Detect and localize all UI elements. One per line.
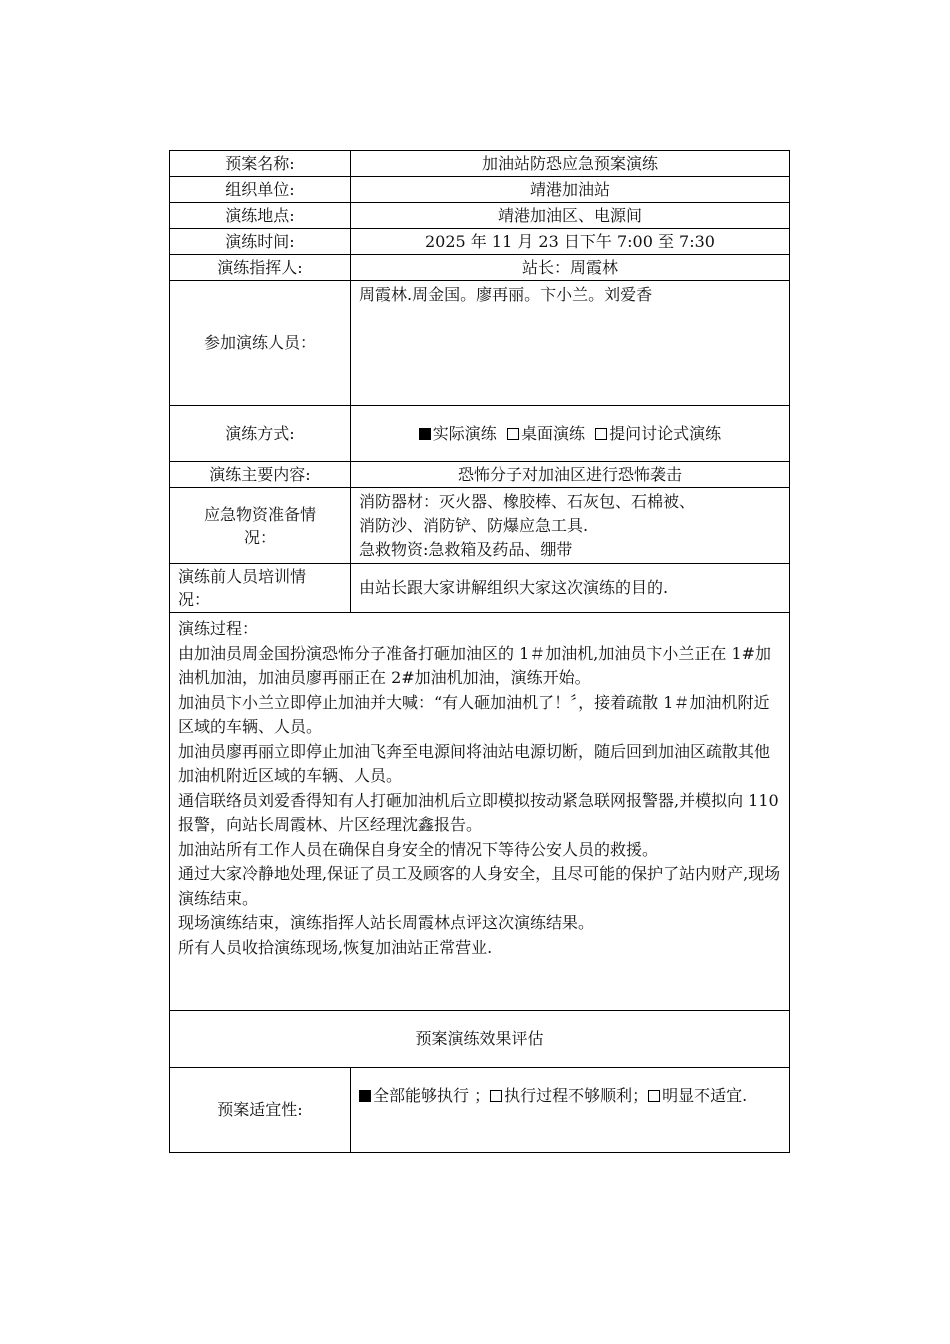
materials-label: 应急物资准备情 况： (170, 488, 351, 564)
checkbox-checked-icon (419, 428, 431, 440)
row-process (170, 613, 790, 1011)
time-label: 演练时间: (170, 229, 351, 255)
suitability-option-unsuitable: 明显不适宜. (648, 1086, 747, 1105)
row-training (170, 564, 790, 613)
plan-name-label: 预案名称: (170, 151, 351, 177)
process-paragraph: 由加油员周金国扮演恐怖分子准备打砸加油区的 1＃加油机,加油员卞小兰正在 1#加油机加油，加油员廖再丽正在 2#加油机加油，演练开始。 (178, 643, 772, 687)
checkbox-empty-icon (490, 1090, 502, 1102)
suitability-option-all: 全部能够执行 ； (359, 1086, 490, 1105)
time-value: 2025 年 11 月 23 日下午 7:00 至 7:30 (351, 229, 790, 255)
method-options (351, 406, 790, 462)
commander-label: 演练指挥人: (170, 255, 351, 281)
suitability-label: 预案适宜性: (170, 1068, 351, 1153)
commander-value: 站长：周霞林 (351, 255, 790, 281)
participants-label: 参加演练人员： (170, 281, 351, 406)
checkbox-empty-icon (507, 428, 519, 440)
training-label: 演练前人员培训情 况： (170, 564, 351, 613)
process-paragraph: 加油员廖再丽立即停止加油飞奔至电源间将油站电源切断，随后回到加油区疏散其他加油机附近区域的车辆、人员。 (178, 741, 771, 785)
row-suitability (170, 1068, 790, 1153)
method-option-desktop: 桌面演练 (507, 424, 585, 443)
org-unit-label: 组织单位: (170, 177, 351, 203)
process-title: 演练过程： (178, 619, 259, 638)
row-location (170, 203, 790, 229)
suitability-options (351, 1068, 790, 1153)
method-option-actual: 实际演练 (419, 424, 497, 443)
checkbox-empty-icon (648, 1090, 660, 1102)
evaluation-header: 预案演练效果评估 (170, 1011, 790, 1068)
row-org-unit (170, 177, 790, 203)
row-time (170, 229, 790, 255)
materials-value: 消防器材：灭火器、橡胶棒、石灰包、石棉被、 消防沙、消防铲、防爆应急工具. 急救物资:急救箱及药品、绷带 (351, 488, 790, 564)
method-label: 演练方式: (170, 406, 351, 462)
row-commander (170, 255, 790, 281)
suitability-option-not-smooth: 执行过程不够顺利； (490, 1086, 648, 1105)
process-paragraph: 加油员卞小兰立即停止加油并大喊：“有人砸加油机了！〞，接着疏散 1＃加油机附近区域的车辆、人员。 (178, 692, 770, 736)
row-participants (170, 281, 790, 406)
process-paragraph: 加油站所有工作人员在确保自身安全的情况下等待公安人员的救援。 (178, 839, 659, 859)
process-paragraph: 通过大家冷静地处理,保证了员工及顾客的人身安全，且尽可能的保护了站内财产,现场演练结束。 (178, 864, 781, 908)
location-label: 演练地点: (170, 203, 351, 229)
location-value: 靖港加油区、电源间 (351, 203, 790, 229)
main-content-value: 恐怖分子对加油区进行恐怖袭击 (351, 462, 790, 488)
row-main-content (170, 462, 790, 488)
main-content-label: 演练主要内容: (170, 462, 351, 488)
checkbox-checked-icon (359, 1090, 371, 1102)
participants-value: 周霞林.周金国。廖再丽。卞小兰。刘爱香 (351, 281, 790, 406)
row-method (170, 406, 790, 462)
checkbox-empty-icon (595, 428, 607, 440)
process-paragraph: 现场演练结束，演练指挥人站长周霞林点评这次演练结果。 (178, 913, 595, 932)
row-materials (170, 488, 790, 564)
plan-name-value: 加油站防恐应急预案演练 (351, 151, 790, 177)
row-evaluation-header (170, 1011, 790, 1068)
row-plan-name (170, 151, 790, 177)
drill-record-table (169, 150, 790, 1153)
org-unit-value: 靖港加油站 (351, 177, 790, 203)
training-value: 由站长跟大家讲解组织大家这次演练的目的. (351, 564, 790, 613)
process-section (170, 613, 790, 1011)
process-paragraph: 通信联络员刘爱香得知有人打砸加油机后立即模拟按动紧急联网报警器,并模拟向 110 报警，向站长周霞林、片区经理沈鑫报告。 (178, 790, 779, 834)
method-option-discussion: 提问讨论式演练 (595, 424, 721, 443)
process-paragraph: 所有人员收拾演练现场,恢复加油站正常营业. (178, 937, 493, 957)
